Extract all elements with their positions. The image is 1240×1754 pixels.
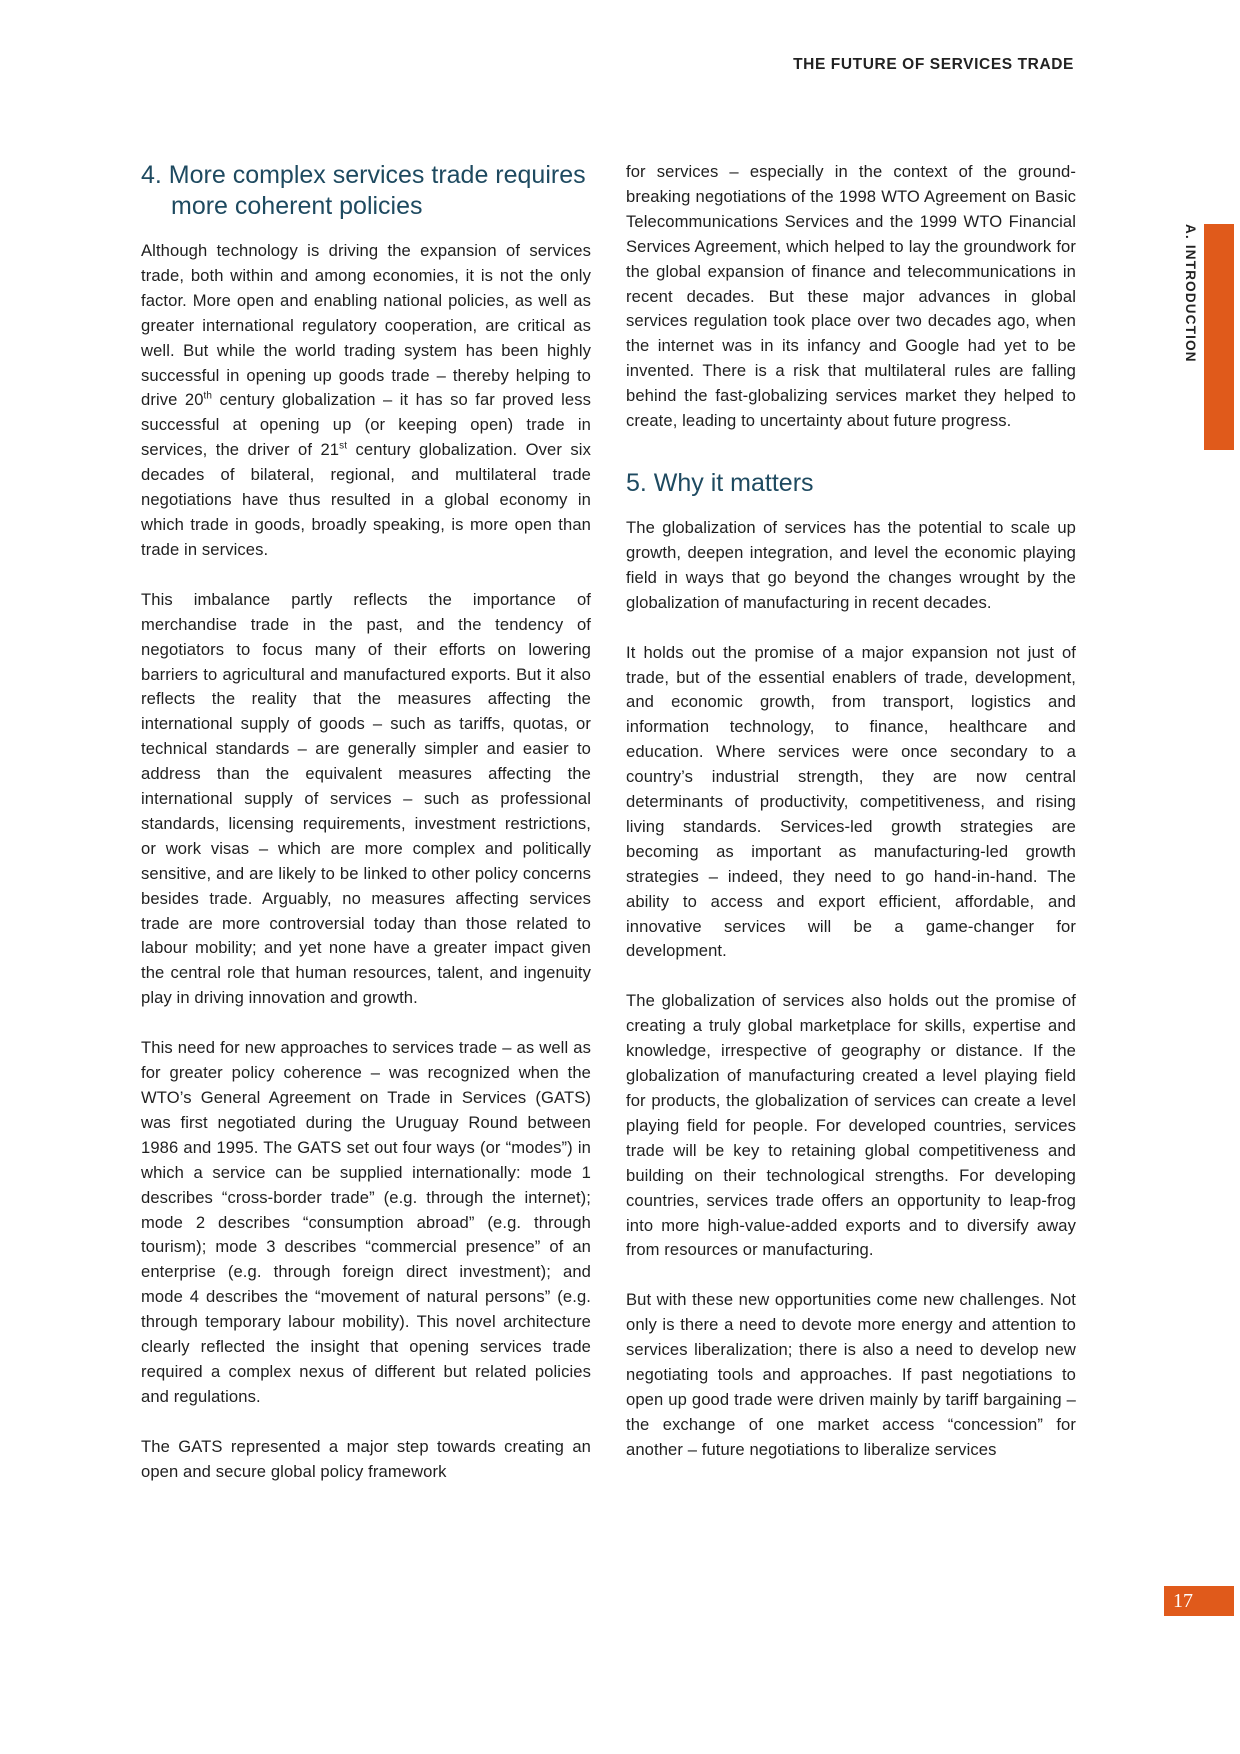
section-4-heading: 4. More complex services trade requires more coherent policies [141,161,586,220]
section-5-paragraph-1: The globalization of services has the potential to scale up growth, deepen integration, and level the economic playing field in ways that go beyond the changes wrought by the globalization of manufacturing in recent decades. [626,517,1076,612]
section-4-paragraph-1: Although technology is driving the expansion of services trade, both within and among economies, it is not the only factor. More open and enabling national policies, as well as greater international regulatory cooperation, are critical as well. But while the world trading system has been highly successful in opening up goods trade – thereby helping to drive 20th century globalization – it has so far proved less successful at opening up (or keeping open) trade in services, the driver of 21st century globalization. Over six decades of bilateral, regional, and multilateral trade negotiations have thus resulted in a global economy in which trade in goods, broadly speaking, is more open than trade in services. [141,241,591,559]
chapter-tab [1204,224,1234,450]
section-5-paragraph-2: It holds out the promise of a major expansion not just of trade, but of the essential enablers of trade, development, and economic growth, from transport, logistics and information technology, to finance, healthcare and education. Where services were once secondary to a country’s industrial strength, they are now central determinants of productivity, competitiveness, and rising living standards. Services-led growth strategies are becoming as important as manufacturing-led growth strategies – indeed, they need to go hand-in-hand. The ability to access and export efficient, affordable, and innovative services will be a game-changer for development. [626,642,1076,961]
section-5-paragraph-3: The globalization of services also holds out the promise of creating a truly global marketplace for skills, expertise and knowledge, irrespective of geography or distance. If the globalization of manufacturing created a level playing field for products, the globalization of services can create a level playing field for people. For developed countries, services trade will be key to retaining global competitiveness and building on their technological strengths. For developing countries, services trade offers an opportunity to leap-frog into more high-value-added exports and to diversify away from resources or manufacturing. [626,991,1076,1260]
left-column [141,160,591,1510]
section-4-paragraph-4-continued: for services – especially in the context of the ground-breaking negotiations of the 1998 WTO Agreement on Basic Telecommunications Services and the 1999 WTO Financial Services Agreement, which helped to lay the groundwork for the global expansion of finance and telecommunications in recent decades. But these major advances in global services regulation took place over two decades ago, when the internet was in its infancy and Google had yet to be invented. There is a risk that multilateral rules are falling behind the fast-globalizing services market they helped to create, leading to uncertainty about future progress. [626,162,1076,431]
section-4-paragraph-3: This need for new approaches to services trade – as well as for greater policy coherence – was recognized when the WTO’s General Agreement on Trade in Services (GATS) was first negotiated during the Uruguay Round between 1986 and 1995. The GATS set out four ways (or “modes”) in which a service can be supplied internationally: mode 1 describes “cross-border trade” (e.g. through the internet); mode 2 describes “consumption abroad” (e.g. through tourism); mode 3 describes “commercial presence” of an enterprise (e.g. through foreign direct investment); and mode 4 describes the “movement of natural persons” (e.g. through temporary labour mobility). This novel architecture clearly reflected the insight that opening services trade required a complex nexus of different but related policies and regulations. [141,1038,591,1406]
right-column [626,160,1076,1488]
section-4-paragraph-4-start: The GATS represented a major step towards creating an open and secure global policy framework [141,1436,591,1481]
page-number: 17 [1164,1586,1234,1616]
section-5-heading: 5. Why it matters [626,468,814,497]
chapter-tab-label: A. INTRODUCTION [1183,224,1198,363]
section-4-paragraph-2: This imbalance partly reflects the importance of merchandise trade in the past, and the tendency of negotiators to focus many of their efforts on lowering barriers to agricultural and manufactured exports. But it also reflects the reality that the measures affecting the international supply of goods – such as tariffs, quotas, or technical standards – are generally simpler and easier to address than the equivalent measures affecting the international supply of services – such as professional standards, licensing requirements, investment restrictions, or work visas – which are more complex and politically sensitive, and are likely to be linked to other policy concerns besides trade. Arguably, no measures affecting services trade are more controversial today than those related to labour mobility; and yet none have a greater impact given the central role that human resources, talent, and ingenuity play in driving innovation and growth. [141,589,591,1008]
section-5-paragraph-4: But with these new opportunities come new challenges. Not only is there a need to devote more energy and attention to services liberalization; there is also a need to develop new negotiating tools and approaches. If past negotiations to open up good trade were driven mainly by tariff bargaining – the exchange of one market access “concession” for another – future negotiations to liberalize services [626,1290,1076,1459]
running-header: THE FUTURE OF SERVICES TRADE [793,56,1074,73]
